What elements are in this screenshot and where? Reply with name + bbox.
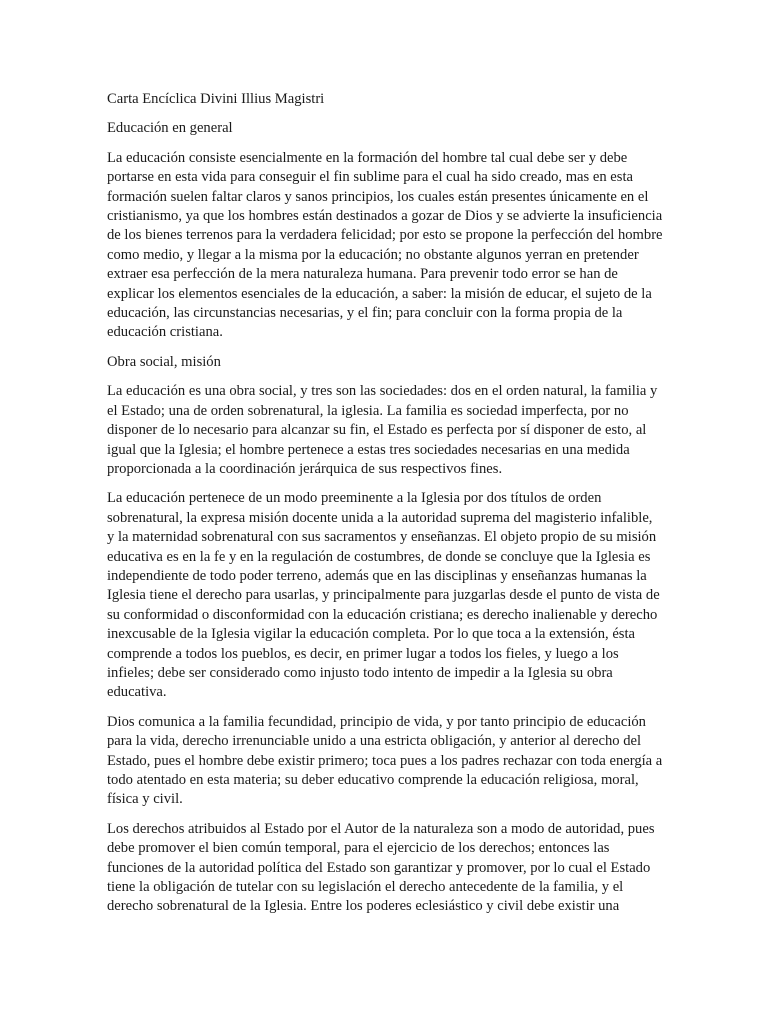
document-title: Carta Encíclica Divini Illius Magistri (107, 91, 325, 107)
section-heading-obra-social: Obra social, misión (107, 353, 221, 370)
paragraph: Dios comunica a la familia fecundidad, principio de vida, y por tanto principio de educación para la vida, derecho irrenunciable unido a una estricta obligación, y anterior al derecho del Estado, pues el hombre debe existir primero; toca pues a los padres rechazar con toda energía a todo atentado en esta materia; su deber educativo comprende la educación religiosa, moral, física y civil. (107, 713, 663, 808)
paragraph: La educación pertenece de un modo preeminente a la Iglesia por dos títulos de orden sobrenatural, la expresa misión docente unida a la autoridad suprema del magisterio infalible, y la maternidad sobrenatural con sus sacramentos y enseñanzas. El objeto propio de su misión educativa es en la fe y en la regulación de costumbres, de donde se concluye que la Iglesia es independiente de todo poder terreno, además que en las disciplinas y enseñanzas humanas la Iglesia tiene el derecho para usarlas, y principalmente para juzgarlas desde el punto de vista de su conformidad o disconformidad con la educación cristiana; es derecho inalienable y derecho inexcusable de la Iglesia vigilar la educación completa. Por lo que toca a la extensión, ésta comprende a todos los pueblos, es decir, en primer lugar a todos los fieles, y luego a los infieles; debe ser considerado como injusto todo intento de impedir a la Iglesia su obra educativa. (107, 490, 660, 701)
document-page (107, 90, 663, 927)
section-heading-educacion-general: Educación en general (107, 120, 233, 137)
paragraph: La educación consiste esencialmente en la formación del hombre tal cual debe ser y debe portarse en esta vida para conseguir el fin sublime para el cual ha sido creado, mas en esta formación suelen faltar claros y sanos principios, los cuales están presentes únicamente en el cristianismo, ya que los hombres están destinados a gozar de Dios y se advierte la insuficiencia de los bienes terrenos para la verdadera felicidad; por esto se propone la perfección del hombre como medio, y llegar a la misma por la educación; no obstante algunos yerran en pretender extraer esa perfección de la mera naturaleza humana. Para prevenir todo error se han de explicar los elementos esenciales de la educación, a saber: la misión de educar, el sujeto de la educación, las circunstancias necesarias, y el fin; para concluir con la forma propia de la educación cristiana. (107, 149, 663, 341)
paragraph: Los derechos atribuidos al Estado por el Autor de la naturaleza son a modo de autoridad, pues debe promover el bien común temporal, para el ejercicio de los derechos; entonces las funciones de la autoridad política del Estado son garantizar y promover, por lo cual el Estado tiene la obligación de tutelar con su legislación el derecho antecedente de la familia, y el derecho sobrenatural de la Iglesia. Entre los poderes eclesiástico y civil debe existir una (107, 820, 655, 915)
paragraph: La educación es una obra social, y tres son las sociedades: dos en el orden natural, la familia y el Estado; una de orden sobrenatural, la iglesia. La familia es sociedad imperfecta, por no disponer de lo necesario para alcanzar su fin, el Estado es perfecta por sí disponer de esto, al igual que la Iglesia; el hombre pertenece a estas tres sociedades necesarias en una medida proporcionada a la coordinación jerárquica de sus respectivos fines. (107, 383, 658, 477)
